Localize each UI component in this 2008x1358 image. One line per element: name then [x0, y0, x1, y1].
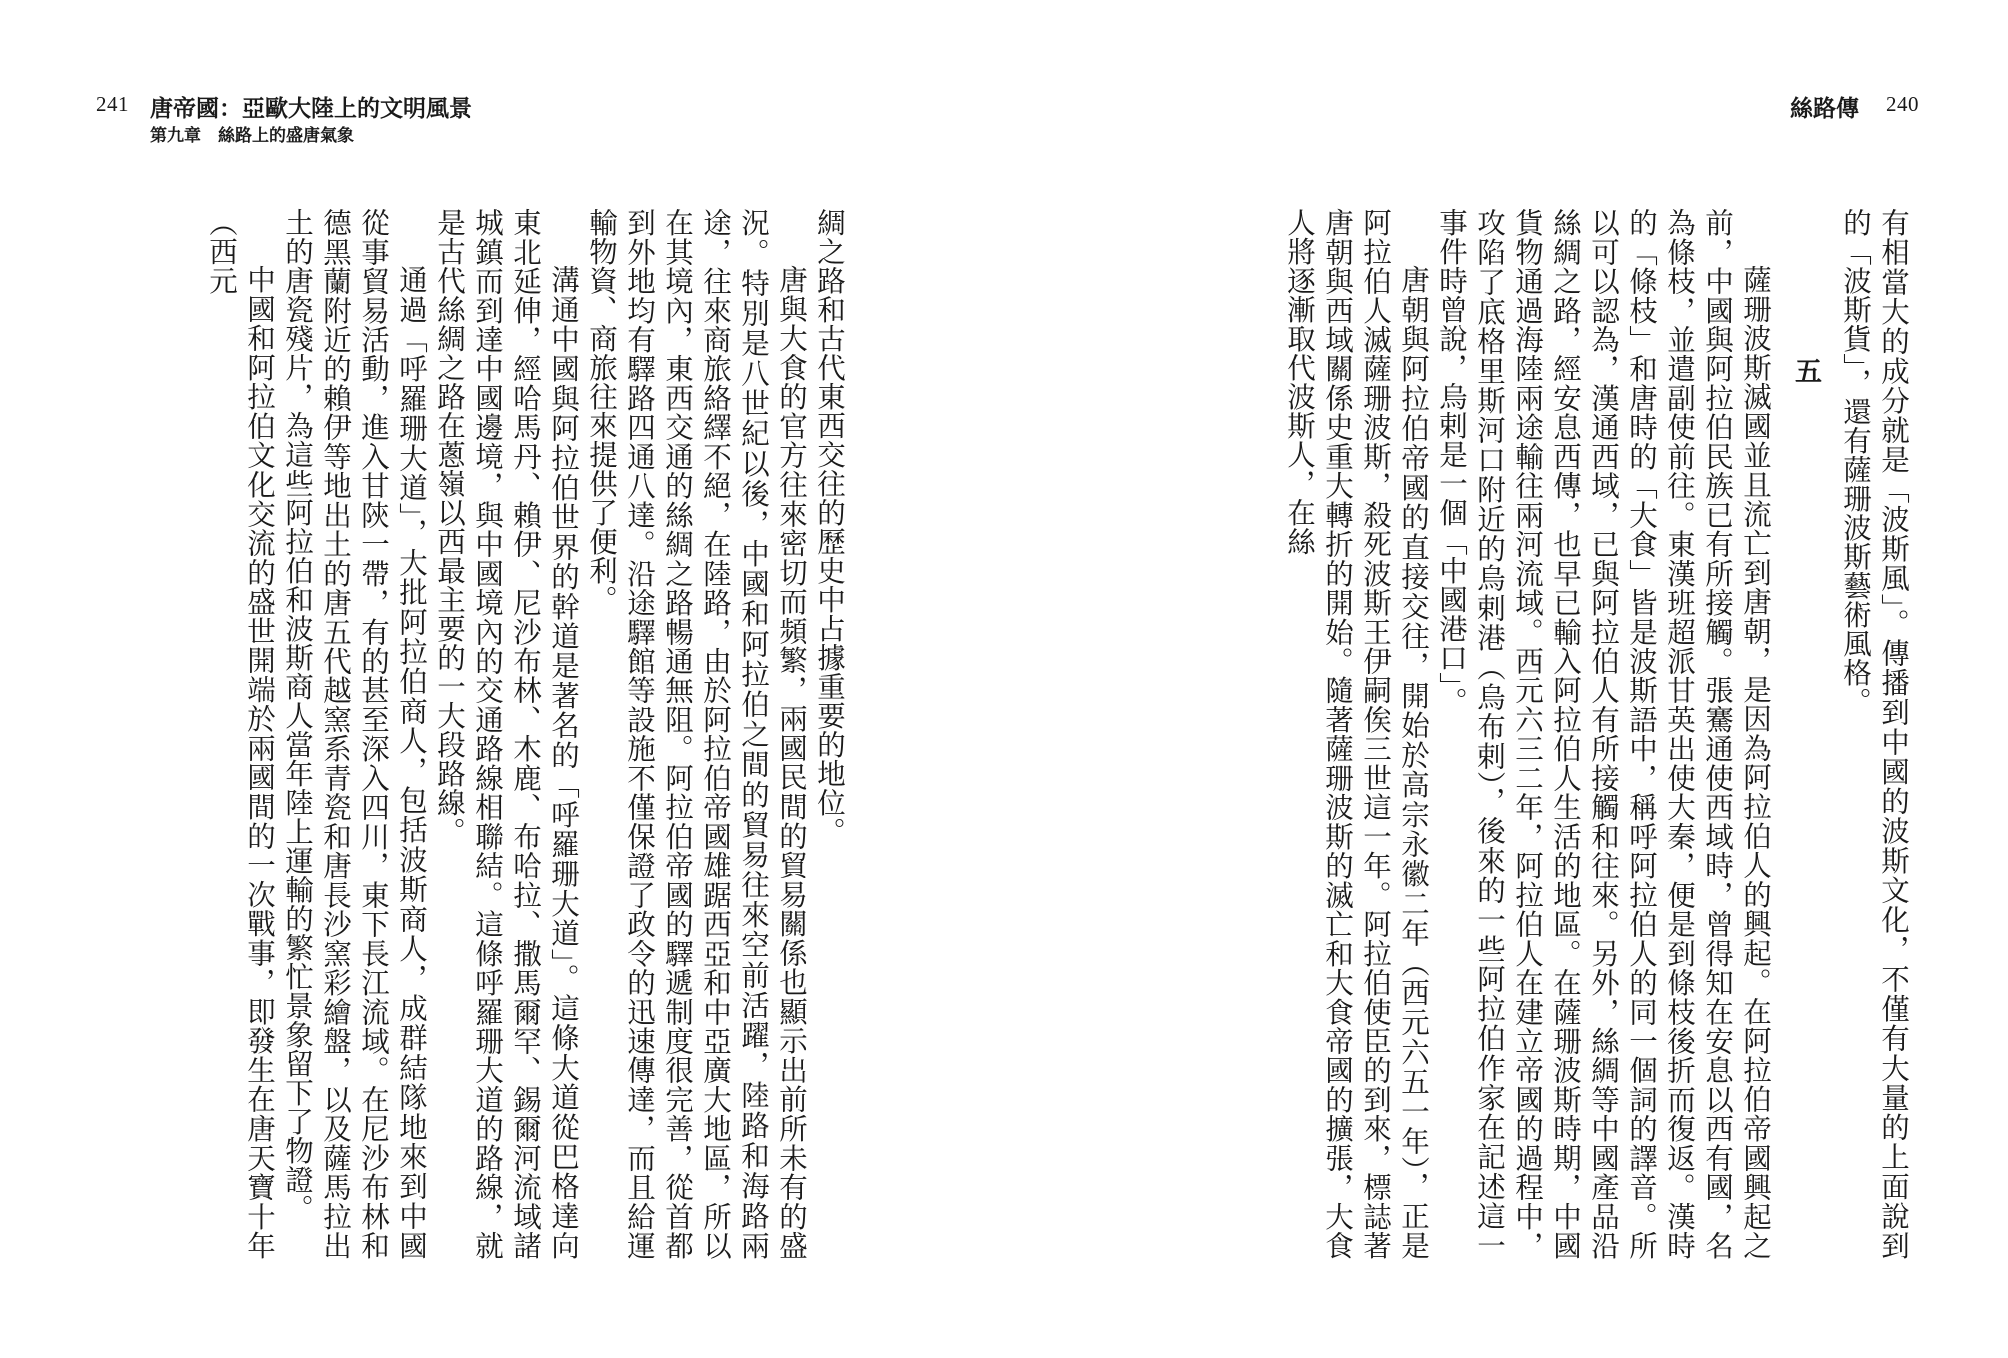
paragraph: 薩珊波斯滅國並且流亡到唐朝，是因為阿拉伯人的興起。在阿拉伯帝國興起之前，中國與阿拉伯民族已有所接觸。張騫通使西域時，曾得知在安息以西有國，名為條枝，並遣副使前往。東漢班超派甘英出使大秦，便是到條枝後折而復返。漢時的「條枝」和唐時的「大食」皆是波斯語中，稱呼阿拉伯人的同一個詞的譯音。所以可以認為，漢通西域，已與阿拉伯人有所接觸和往來。另外，絲綢等中國產品沿絲綢之路，經安息西傳，也早已輸入阿拉伯人生活的地區。在薩珊波斯時期，中國貨物通過海陸兩途輸往兩河流域。西元六三二年，阿拉伯人在建立帝國的過程中，攻陷了底格里斯河口附近的烏剌港（烏布剌），後來的一些阿拉伯作家在記述這一事件時曾說，烏剌是一個「中國港口」。 [1435, 208, 1772, 1260]
left-running-title: 唐帝國：亞歐大陸上的文明風景 [150, 96, 472, 122]
section-heading: 五 [1790, 356, 1821, 384]
left-chapter-title: 第九章 絲路上的盛唐氣象 [150, 126, 354, 146]
paragraph: 唐朝與阿拉伯帝國的直接交往，開始於高宗永徽二年（西元六五一年），正是阿拉伯人滅薩珊波斯，殺死波斯王伊嗣俟三世這一年。阿拉伯使臣的到來，標誌著唐朝與西域關係史重大轉折的開始。隨著薩珊波斯的滅亡和大食帝國的擴張，大食人將逐漸取代波斯人，在絲 [1283, 208, 1430, 1260]
right-page [1004, 0, 2008, 1358]
paragraph: 綢之路和古代東西交往的歷史中占據重要的地位。 [813, 208, 846, 846]
left-page-number: 241 [96, 92, 129, 116]
left-body-text [168, 208, 848, 1260]
paragraph: 中國和阿拉伯文化交流的盛世開端於兩國間的一次戰事，即發生在唐天寶十年（西元 [205, 208, 276, 1260]
paragraph: 有相當大的成分就是「波斯風」。傳播到中國的波斯文化，不僅有大量的上面說到的「波斯貨」，還有薩珊波斯藝術風格。 [1839, 208, 1910, 1260]
paragraph: 溝通中國與阿拉伯世界的幹道是著名的「呼羅珊大道」。這條大道從巴格達向東北延伸，經哈馬丹、賴伊、尼沙布林、木鹿、布哈拉、撒馬爾罕、錫爾河流域諸城鎮而到達中國邊境，與中國境內的交通路線相聯結。這條呼羅珊大道的路線，就是古代絲綢之路在蔥嶺以西最主要的一大段路線。 [433, 208, 580, 1260]
paragraph: 通過「呼羅珊大道」，大批阿拉伯商人，包括波斯商人，成群結隊地來到中國從事貿易活動，進入甘陝一帶，有的甚至深入四川，東下長江流域。在尼沙布林和德黑蘭附近的賴伊等地出土的唐五代越窯系青瓷和唐長沙窯彩繪盤，以及薩馬拉出土的唐瓷殘片，為這些阿拉伯和波斯商人當年陸上運輸的繁忙景象留下了物證。 [281, 208, 428, 1260]
right-running-title: 絲路傳 [1790, 96, 1859, 122]
right-body-text [1186, 208, 1912, 1260]
right-page-number: 240 [1886, 92, 1919, 116]
paragraph: 唐與大食的官方往來密切而頻繁，兩國民間的貿易關係也顯示出前所未有的盛況。特別是八世紀以後，中國和阿拉伯之間的貿易往來空前活躍，陸路和海路兩途，往來商旅絡繹不絕，在陸路，由於阿拉伯帝國雄踞西亞和中亞廣大地區，所以在其境內，東西交通的絲綢之路暢通無阻。阿拉伯帝國的驛遞制度很完善，從首都到外地均有驛路四通八達。沿途驛館等設施不僅保證了政令的迅速傳達，而且給運輸物資、商旅往來提供了便利。 [585, 208, 808, 1260]
